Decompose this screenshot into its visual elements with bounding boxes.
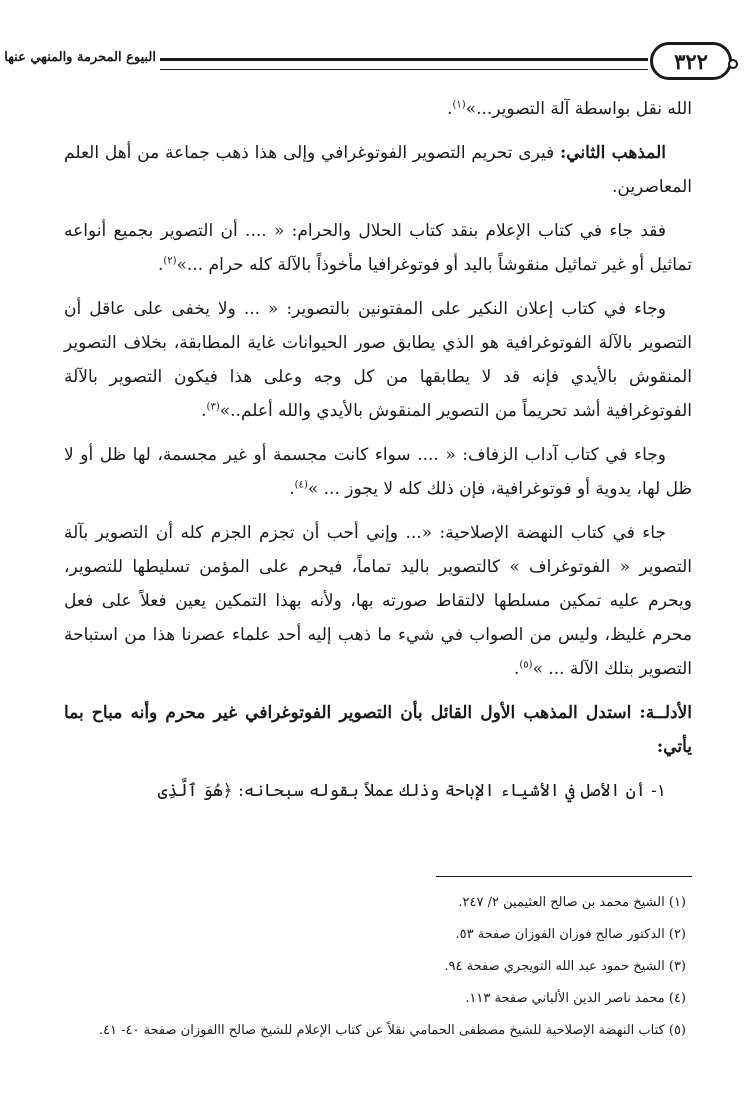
footnote-2: (٢) الدكتور صالح فوزان الفوزان صفحة ٥٣. [455,927,686,942]
paragraph-7: الأدلــة: استدل المذهب الأول القائل بأن التصوير الفوتوغرافي غير محرم وأنه مباح بما يأتي: [64,703,692,757]
main-text [64,92,692,818]
footnote-3: (٣) الشيخ حمود عبد الله التويجري صفحة ٩٤. [444,959,686,974]
footnote-4: (٤) محمد ناصر الدين الألباني صفحة ١١٣. [465,991,686,1006]
second-view-label: المذهب الثاني: [560,143,666,163]
running-title: البيوع المحرمة والمنهي عنها [4,50,156,65]
page-number-badge [650,42,732,80]
paragraph-1: الله نقل بواسطة آلة التصوير...»$^{(١)}$. [447,99,692,119]
page-number: ٣٢٢ [674,48,708,74]
footnote-separator [436,876,692,877]
paragraph-8: ١- أن الأصل في الأشياء الإباحة وذلك عملاً بقوله سبحانه: ﴿هُوَ ٱلَّذِى [157,781,666,801]
page-header [4,42,732,82]
footnote-ref-4: (٤) [294,479,308,491]
footnote-ref-1: (١) [452,99,466,111]
footnote-ref-2: (٢) [163,255,177,267]
paragraph-6: جاء في كتاب النهضة الإصلاحية: «... وإني أحب أن تجزم الجزم كله أن التصوير بآلة التصوير « الفوتوغراف » كالتصوير باليد تماماً، فيحرم على المؤمن تسليطها للتصوير، ويحرم عليه تمكين مسلطها لالتقاط صورته بها، ولأنه بهذا التمكين يعين فعلاً على فعل محرم غليظ، وليس من الصواب في شيء ما ذهب إليه أحد علماء عصرنا هذا من استباحة التصوير بتلك الآلة ... »$^{(٥)}$. [64,523,692,679]
footnote-ref-5: (٥) [519,659,533,671]
paragraph-5: وجاء في كتاب آداب الزفاف: « .... سواء كانت مجسمة أو غير مجسمة، لها ظل أو لا ظل لها، يدوية أو فوتوغرافية، فإن ذلك كله لا يجوز ... »$^{(٤)}$. [64,445,692,499]
header-rule [160,58,648,70]
paragraph-4: وجاء في كتاب إعلان النكير على المفتونين بالتصوير: « ... ولا يخفى على عاقل أن التصوير بالآلة الفوتوغرافية هو الذي يطابق صور الحيوانات غاية المطابقة، بخلاف التصوير المنقوش بالأيدي فإنه قد لا يطابقها من كل وجه وعلى هذا فيكون التصوير بالآلة الفوتوغرافية أشد تحريماً من التصوير المنقوش بالأيدي والله أعلم..»$^{(٣)}$. [64,299,692,421]
evidence-label: الأدلــة: [639,703,692,723]
footnote-ref-3: (٣) [206,401,220,413]
paragraph-2: المذهب الثاني: فيرى تحريم التصوير الفوتوغرافي وإلى هذا ذهب جماعة من أهل العلم المعاصرين. [64,143,692,197]
footnote-1: (١) الشيخ محمد بن صالح العثيمين ٢/ ٢٤٧. [458,895,686,910]
footnote-5: (٥) كتاب النهضة الإصلاحية للشيخ مصطفى الحمامي نقلاً عن كتاب الإعلام للشيخ صالح االفوزان صفحة ٤٠- ٤١. [98,1023,686,1038]
paragraph-3: فقد جاء في كتاب الإعلام بنقد كتاب الحلال والحرام: « .... أن التصوير بجميع أنواعه تماثيل أو غير تماثيل منقوشاً باليد أو فوتوغرافيا مأخوذاً بالآلة كله حرام ...»$^{(٢)}$. [64,221,692,275]
footnotes [64,890,686,1050]
